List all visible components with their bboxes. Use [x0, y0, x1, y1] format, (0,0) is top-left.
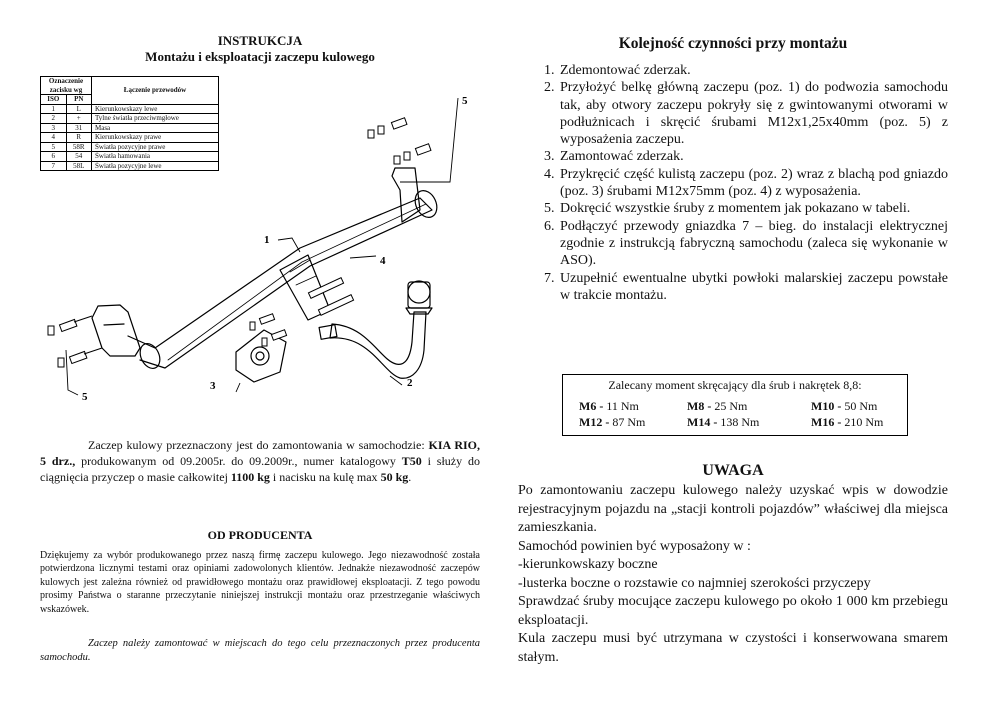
- warning-line: -lusterka boczne o rozstawie co najmniej szerokości przyczepy: [518, 575, 871, 591]
- intro-car-model: KIA RIO, 5 drz.,: [40, 438, 480, 468]
- assembly-step: 2. Przyłożyć belkę główną zaczepu (poz. 1) do podwozia samochodu tak, aby otwory zaczepu pokryły się z gwintowanymi otworami w podłużnicach i skręcić śrubami M12x1,25x40mm (poz. 5) z wyposażenia zaczepu.: [558, 79, 948, 148]
- tow-bar-diagram: [40, 80, 480, 410]
- instruction-title: INSTRUKCJA: [217, 33, 303, 48]
- torque-box: [562, 374, 908, 436]
- bolt-set-right-bottom: [394, 144, 431, 164]
- wiring-pn: R: [66, 133, 92, 143]
- intro-text-3: i służy do ciągnięcia przyczep o masie całkowitej: [40, 454, 481, 484]
- part-label-1: 1: [264, 234, 270, 246]
- torque-m8: M8 - 25 Nm: [687, 399, 748, 413]
- intro-text-1: Zaczep kulowy przeznaczony jest do zamontowania w samochodzie:: [88, 438, 429, 452]
- wiring-iso: 3: [41, 123, 67, 133]
- wiring-pn: 31: [66, 123, 92, 133]
- bolt-set-left-bottom: [58, 348, 102, 367]
- wiring-iso: 5: [41, 142, 67, 152]
- assembly-steps-list: [518, 62, 948, 304]
- wiring-head-marking: Oznaczenie zacisku wg: [41, 77, 92, 95]
- warning-line: Sprawdzać śruby mocujące zaczepu kulowego po około 1 000 km przebiegu eksploatacji.: [518, 594, 948, 628]
- wiring-desc: Kierunkowskazy lewe: [92, 104, 219, 114]
- bolt-set-center: [250, 278, 354, 346]
- wiring-head-connection: Łączenie przewodów: [92, 77, 219, 105]
- torque-m14: M14 - 138 Nm: [687, 415, 760, 429]
- assembly-steps-heading: Kolejność czynności przy montażu: [618, 35, 848, 52]
- part-label-4: 4: [380, 255, 386, 267]
- warning-line: Kula zaczepu musi być utrzymana w czystości i konserwowana smarem stałym.: [518, 631, 948, 665]
- wiring-iso: 1: [41, 104, 67, 114]
- wiring-desc: Światła hamowania: [92, 152, 219, 162]
- producer-heading: OD PRODUCENTA: [207, 528, 313, 542]
- intro-text-2: produkowanym od 09.2005r. do 09.2009r., numer katalogowy: [75, 454, 402, 468]
- intro-text-5: .: [408, 470, 412, 484]
- part-label-2: 2: [407, 377, 413, 389]
- torque-m16: M16 - 210 Nm: [811, 415, 884, 429]
- wiring-desc: Światła pozycyjne prawe: [92, 142, 219, 152]
- part-label-3: 3: [210, 380, 216, 392]
- wiring-pn: +: [66, 114, 92, 124]
- wiring-desc: Tylne światła przeciwmgłowe: [92, 114, 219, 124]
- intro-catalog-number: T50: [401, 454, 422, 468]
- producer-note: Zaczep należy zamontować w miejscach do tego celu przeznaczonych przez producenta samochodu.: [40, 638, 480, 663]
- intro-max-mass: 1100 kg: [230, 470, 270, 484]
- torque-m12: M12 - 87 Nm: [579, 415, 646, 429]
- warning-block: [518, 482, 948, 667]
- wiring-pn: 58L: [66, 161, 92, 171]
- torque-m6: M6 - 11 Nm: [579, 399, 639, 413]
- wiring-iso: 7: [41, 161, 67, 171]
- wiring-iso: 6: [41, 152, 67, 162]
- wiring-pn: 54: [66, 152, 92, 162]
- intro-ball-load: 50 kg: [380, 470, 409, 484]
- wiring-head-pn: PN: [66, 95, 92, 105]
- wiring-iso: 2: [41, 114, 67, 124]
- left-mount-bracket: [92, 305, 140, 356]
- intro-text-4: i nacisku na kulę max: [269, 470, 381, 484]
- part-label-5-top: 5: [462, 95, 468, 107]
- wiring-pn: L: [66, 104, 92, 114]
- tow-ball: [408, 281, 430, 303]
- part-label-5-bottom: 5: [82, 391, 88, 403]
- wiring-pn: 58R: [66, 142, 92, 152]
- wiring-head-iso: ISO: [41, 95, 67, 105]
- intro-paragraph: [40, 437, 480, 485]
- assembly-step: 5. Dokręcić wszystkie śruby z momentem jak pokazano w tabeli.: [558, 200, 948, 217]
- warning-line: -kierunkowskazy boczne: [518, 557, 658, 572]
- warning-line: Samochód powinien być wyposażony w :: [518, 538, 751, 554]
- torque-title: Zalecany moment skręcający dla śrub i nakrętek 8,8:: [608, 378, 862, 392]
- assembly-step: 1. Zdemontować zderzak.: [558, 62, 948, 79]
- ball-neck: [330, 312, 426, 378]
- warning-line: Po zamontowaniu zaczepu kulowego należy uzyskać wpis w dowodzie rejestracyjnym pojazdu na „stacji kontroli pojazdów” właściwej dla miejsca zamieszkania.: [518, 483, 948, 535]
- wiring-iso: 4: [41, 133, 67, 143]
- assembly-step: 3. Zamontować zderzak.: [558, 148, 948, 165]
- assembly-step: 4. Przykręcić część kulistą zaczepu (poz. 2) wraz z blachą pod gniazdo (poz. 3) śrubami M12x75mm (poz. 4) z wyposażenia.: [558, 166, 948, 201]
- wiring-desc: Światła pozycyjne lewe: [92, 161, 219, 171]
- wiring-desc: Kierunkowskazy prawe: [92, 133, 219, 143]
- tow-ball-cap: [408, 282, 430, 308]
- main-beam: [128, 198, 432, 368]
- warning-heading: UWAGA: [702, 462, 764, 479]
- bolt-set-left-top: [48, 316, 92, 335]
- torque-m10: M10 - 50 Nm: [811, 399, 878, 413]
- instruction-subtitle: Montażu i eksploatacji zaczepu kulowego: [145, 49, 375, 64]
- wiring-desc: Masa: [92, 123, 219, 133]
- producer-paragraph: Dziękujemy za wybór produkowanego przez naszą firmę zaczepu kulowego. Jego niezawodność została potwierdzona licznymi testami oraz opiniami zadowolonych klientów. Jednakże niezawodność zaczepów kulowych jest zależna również od prawidłowego montażu oraz prawidłowej eksploatacji. Z tego powodu prosimy Państwa o staranne przeczytanie niniejszej instrukcji montażu oraz przestrzeganie właściwych wskazówek.: [40, 550, 480, 615]
- bolt-set-right-top: [368, 118, 407, 138]
- assembly-step: 7. Uzupełnić ewentualne ubytki powłoki malarskiej zaczepu powstałe w trakcie montażu.: [558, 270, 948, 305]
- assembly-step: 6. Podłączyć przewody gniazdka 7 – bieg. do instalacji elektrycznej zgodnie z instrukcją fabryczną samochodu (zaleca się wykonanie w ASO).: [558, 218, 948, 270]
